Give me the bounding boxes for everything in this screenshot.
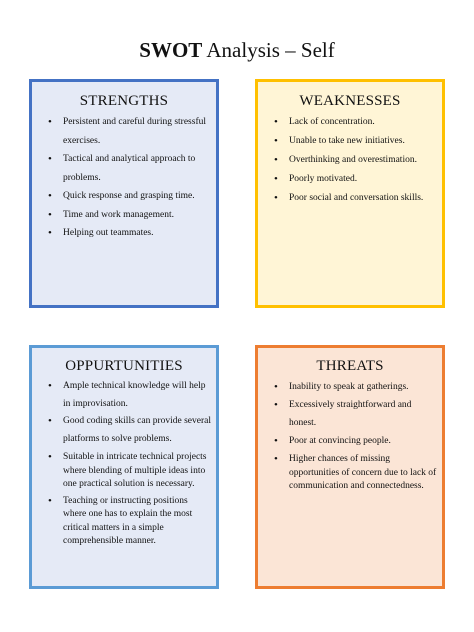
list-item: • Poor social and conversation skills.	[274, 189, 438, 208]
weaknesses-heading: WEAKNESSES	[299, 93, 401, 109]
list-item: • Helping out teammates.	[48, 224, 212, 243]
list-item: • Persistent and careful during stressful exercises.	[48, 113, 212, 150]
weaknesses-list	[258, 113, 442, 208]
list-item: • Poor at convincing people.	[274, 432, 438, 450]
strengths-heading: STRENGTHS	[79, 93, 169, 109]
strengths-box	[29, 79, 219, 308]
title-bold: SWOT	[139, 38, 203, 62]
opportunities-box	[29, 345, 219, 589]
list-item: • Overthinking and overestimation.	[274, 151, 438, 170]
list-item: • Inability to speak at gatherings.	[274, 378, 438, 396]
weaknesses-box	[255, 79, 445, 308]
list-item: • Higher chances of missing opportunities of concern due to lack of communication and connectedness.	[274, 453, 438, 494]
threats-heading: THREATS	[316, 358, 384, 374]
list-item: • Teaching or instructing positions where one has to explain the most critical matters in a simple comprehensible manner.	[48, 495, 212, 549]
title-rest: Analysis – Self	[202, 38, 335, 62]
strengths-list	[32, 113, 216, 243]
list-item: • Suitable in intricate technical projects where blending of multiple ideas into one practical solution is necessary.	[48, 451, 212, 492]
list-item: • Ample technical knowledge will help in improvisation.	[48, 378, 212, 413]
list-item: • Good coding skills can provide several platforms to solve problems.	[48, 413, 212, 448]
list-item: • Lack of concentration.	[274, 113, 438, 132]
opportunities-list	[32, 378, 216, 549]
list-item: • Excessively straightforward and honest.	[274, 396, 438, 432]
threats-list	[258, 378, 442, 494]
list-item: • Poorly motivated.	[274, 170, 438, 189]
threats-box	[255, 345, 445, 589]
opportunities-heading: OPPURTUNITIES	[65, 358, 183, 374]
list-item: • Unable to take new initiatives.	[274, 132, 438, 151]
page-title	[0, 38, 474, 62]
list-item: • Tactical and analytical approach to problems.	[48, 150, 212, 187]
list-item: • Time and work management.	[48, 206, 212, 225]
list-item: • Quick response and grasping time.	[48, 187, 212, 206]
